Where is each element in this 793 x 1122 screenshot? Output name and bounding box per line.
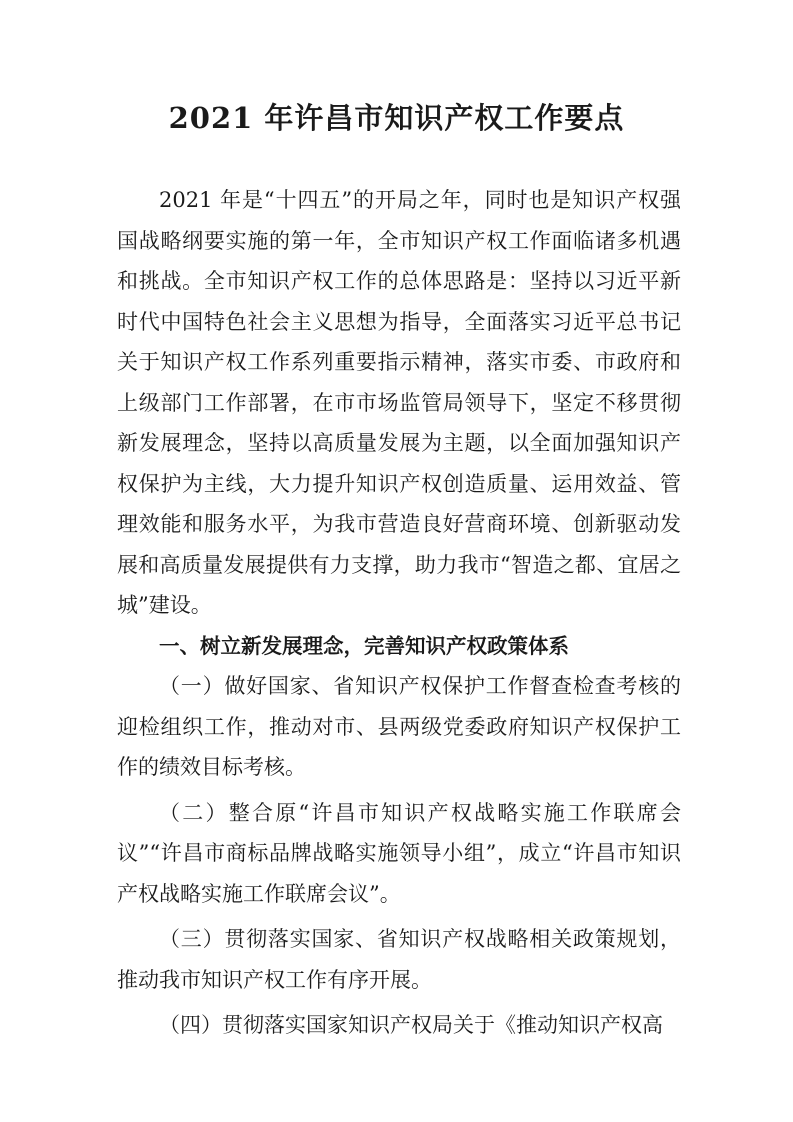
document-title: 2021 年许昌市知识产权工作要点 [168, 101, 625, 135]
document-body [117, 180, 681, 1051]
list-item-2: （二）整合原“许昌市知识产权战略实施工作联席会议”“许昌市商标品牌战略实施领导小组”，成立“许昌市知识产权战略实施工作联席会议”。 [117, 800, 681, 906]
intro-paragraph: 2021 年是“十四五”的开局之年，同时也是知识产权强国战略纲要实施的第一年，全市知识产权工作面临诸多机遇和挑战。全市知识产权工作的总体思路是：坚持以习近平新时代中国特色社会主义思想为指导，全面落实习近平总书记关于知识产权工作系列重要指示精神，落实市委、市政府和上级部门工作部署，在市市场监管局领导下，坚定不移贯彻新发展理念，坚持以高质量发展为主题，以全面加强知识产权保护为主线，大力提升知识产权创造质量、运用效益、管理效能和服务水平，为我市营造良好营商环境、创新驱动发展和高质量发展提供有力支撑，助力我市“智造之都、宜居之城”建设。 [117, 188, 681, 617]
list-item-1: （一）做好国家、省知识产权保护工作督查检查考核的迎检组织工作，推动对市、县两级党委政府知识产权保护工作的绩效目标考核。 [117, 674, 681, 779]
list-item-3: （三）贯彻落实国家、省知识产权战略相关政策规划，推动我市知识产权工作有序开展。 [117, 927, 681, 992]
section-heading-1: 一、树立新发展理念，完善知识产权政策体系 [159, 633, 569, 658]
list-item-4: （四）贯彻落实国家知识产权局关于《推动知识产权高 [159, 1013, 663, 1037]
